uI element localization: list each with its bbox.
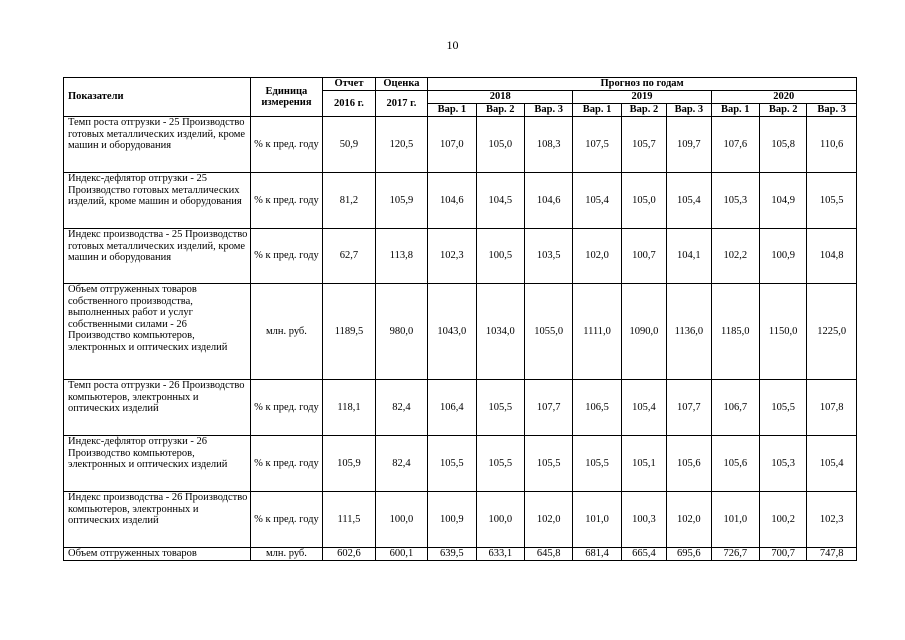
value-cell: 102,0 <box>573 229 621 284</box>
value-cell: 110,6 <box>807 117 857 173</box>
value-cell: 105,5 <box>428 436 476 492</box>
value-cell: 602,6 <box>323 548 375 561</box>
unit-cell: % к пред. году <box>250 117 323 173</box>
table-row <box>64 380 857 436</box>
value-cell: 101,0 <box>573 492 621 548</box>
unit-cell: % к пред. году <box>250 173 323 229</box>
value-cell: 105,4 <box>667 173 711 229</box>
value-cell: 1090,0 <box>621 284 666 380</box>
value-cell: 50,9 <box>323 117 375 173</box>
header-estimate: Оценка <box>375 78 427 91</box>
table-row <box>64 173 857 229</box>
value-cell: 104,9 <box>759 173 806 229</box>
header-unit <box>250 78 323 117</box>
header-variant: Вар. 1 <box>573 104 621 117</box>
indicator-cell: Темп роста отгрузки - 26 Производство компьютеров, электронных и оптических изделий <box>64 380 251 436</box>
value-cell: 633,1 <box>476 548 524 561</box>
value-cell: 111,5 <box>323 492 375 548</box>
header-variant: Вар. 2 <box>621 104 666 117</box>
table-row <box>64 117 857 173</box>
value-cell: 1043,0 <box>428 284 476 380</box>
value-cell: 105,3 <box>759 436 806 492</box>
value-cell: 104,1 <box>667 229 711 284</box>
value-cell: 100,0 <box>375 492 427 548</box>
value-cell: 104,6 <box>524 173 572 229</box>
header-year-2019: 2019 <box>573 91 711 104</box>
value-cell: 645,8 <box>524 548 572 561</box>
table-row <box>64 284 857 380</box>
unit-cell: % к пред. году <box>250 436 323 492</box>
table-header <box>64 78 857 117</box>
value-cell: 104,5 <box>476 173 524 229</box>
header-report-year: 2016 г. <box>323 91 375 117</box>
indicator-cell: Индекс-дефлятор отгрузки - 25 Производство готовых металлических изделий, кроме машин и оборудования <box>64 173 251 229</box>
value-cell: 1136,0 <box>667 284 711 380</box>
value-cell: 107,7 <box>667 380 711 436</box>
header-forecast: Прогноз по годам <box>428 78 857 91</box>
value-cell: 100,7 <box>621 229 666 284</box>
value-cell: 639,5 <box>428 548 476 561</box>
value-cell: 104,8 <box>807 229 857 284</box>
value-cell: 113,8 <box>375 229 427 284</box>
value-cell: 103,5 <box>524 229 572 284</box>
value-cell: 82,4 <box>375 380 427 436</box>
value-cell: 105,6 <box>711 436 759 492</box>
header-year-2018: 2018 <box>428 91 573 104</box>
value-cell: 105,0 <box>476 117 524 173</box>
header-variant: Вар. 1 <box>428 104 476 117</box>
header-year-2020: 2020 <box>711 91 856 104</box>
value-cell: 1055,0 <box>524 284 572 380</box>
value-cell: 120,5 <box>375 117 427 173</box>
value-cell: 107,8 <box>807 380 857 436</box>
value-cell: 102,2 <box>711 229 759 284</box>
value-cell: 665,4 <box>621 548 666 561</box>
value-cell: 100,5 <box>476 229 524 284</box>
value-cell: 105,5 <box>759 380 806 436</box>
header-variant: Вар. 3 <box>807 104 857 117</box>
value-cell: 105,6 <box>667 436 711 492</box>
page-number: 10 <box>446 38 459 52</box>
value-cell: 980,0 <box>375 284 427 380</box>
value-cell: 100,9 <box>428 492 476 548</box>
header-variant: Вар. 2 <box>759 104 806 117</box>
header-unit-line1: Единица <box>265 85 308 97</box>
value-cell: 62,7 <box>323 229 375 284</box>
unit-cell: млн. руб. <box>250 548 323 561</box>
indicator-cell: Индекс производства - 25 Производство готовых металлических изделий, кроме машин и оборудования <box>64 229 251 284</box>
header-report: Отчет <box>323 78 375 91</box>
value-cell: 700,7 <box>759 548 806 561</box>
value-cell: 107,7 <box>524 380 572 436</box>
value-cell: 109,7 <box>667 117 711 173</box>
value-cell: 105,5 <box>524 436 572 492</box>
value-cell: 1225,0 <box>807 284 857 380</box>
value-cell: 106,7 <box>711 380 759 436</box>
value-cell: 100,9 <box>759 229 806 284</box>
header-estimate-year: 2017 г. <box>375 91 427 117</box>
value-cell: 105,4 <box>807 436 857 492</box>
value-cell: 81,2 <box>323 173 375 229</box>
header-variant: Вар. 3 <box>524 104 572 117</box>
value-cell: 105,5 <box>476 436 524 492</box>
value-cell: 118,1 <box>323 380 375 436</box>
value-cell: 600,1 <box>375 548 427 561</box>
value-cell: 1150,0 <box>759 284 806 380</box>
value-cell: 695,6 <box>667 548 711 561</box>
value-cell: 100,3 <box>621 492 666 548</box>
value-cell: 102,0 <box>524 492 572 548</box>
value-cell: 82,4 <box>375 436 427 492</box>
header-indicators: Показатели <box>64 78 251 117</box>
value-cell: 105,5 <box>573 436 621 492</box>
forecast-table <box>63 77 857 561</box>
header-unit-line2: измерения <box>261 97 312 108</box>
value-cell: 105,1 <box>621 436 666 492</box>
indicator-cell: Объем отгруженных товаров <box>64 548 251 561</box>
value-cell: 101,0 <box>711 492 759 548</box>
value-cell: 105,5 <box>476 380 524 436</box>
table-body <box>64 117 857 561</box>
indicator-cell: Индекс-дефлятор отгрузки - 26 Производство компьютеров, электронных и оптических изделий <box>64 436 251 492</box>
value-cell: 1185,0 <box>711 284 759 380</box>
header-variant: Вар. 2 <box>476 104 524 117</box>
unit-cell: % к пред. году <box>250 380 323 436</box>
value-cell: 105,9 <box>375 173 427 229</box>
value-cell: 105,5 <box>807 173 857 229</box>
value-cell: 105,9 <box>323 436 375 492</box>
value-cell: 107,0 <box>428 117 476 173</box>
indicator-cell: Темп роста отгрузки - 25 Производство готовых металлических изделий, кроме машин и оборудования <box>64 117 251 173</box>
unit-cell: млн. руб. <box>250 284 323 380</box>
value-cell: 104,6 <box>428 173 476 229</box>
table-row <box>64 548 857 561</box>
unit-cell: % к пред. году <box>250 492 323 548</box>
table-row <box>64 229 857 284</box>
value-cell: 100,2 <box>759 492 806 548</box>
value-cell: 102,3 <box>807 492 857 548</box>
value-cell: 100,0 <box>476 492 524 548</box>
value-cell: 681,4 <box>573 548 621 561</box>
header-variant: Вар. 3 <box>667 104 711 117</box>
unit-cell: % к пред. году <box>250 229 323 284</box>
value-cell: 105,4 <box>573 173 621 229</box>
value-cell: 105,7 <box>621 117 666 173</box>
value-cell: 1189,5 <box>323 284 375 380</box>
header-variant: Вар. 1 <box>711 104 759 117</box>
value-cell: 105,8 <box>759 117 806 173</box>
value-cell: 1111,0 <box>573 284 621 380</box>
value-cell: 106,4 <box>428 380 476 436</box>
table-row <box>64 492 857 548</box>
value-cell: 1034,0 <box>476 284 524 380</box>
value-cell: 105,3 <box>711 173 759 229</box>
value-cell: 108,3 <box>524 117 572 173</box>
value-cell: 102,3 <box>428 229 476 284</box>
value-cell: 105,0 <box>621 173 666 229</box>
value-cell: 747,8 <box>807 548 857 561</box>
indicator-cell: Объем отгруженных товаров собственного производства, выполненных работ и услуг собственными силами - 26 Производство компьютеров, электронных и оптических изделий <box>64 284 251 380</box>
value-cell: 107,6 <box>711 117 759 173</box>
value-cell: 107,5 <box>573 117 621 173</box>
value-cell: 105,4 <box>621 380 666 436</box>
value-cell: 726,7 <box>711 548 759 561</box>
indicator-cell: Индекс производства - 26 Производство компьютеров, электронных и оптических изделий <box>64 492 251 548</box>
value-cell: 106,5 <box>573 380 621 436</box>
value-cell: 102,0 <box>667 492 711 548</box>
table-row <box>64 436 857 492</box>
